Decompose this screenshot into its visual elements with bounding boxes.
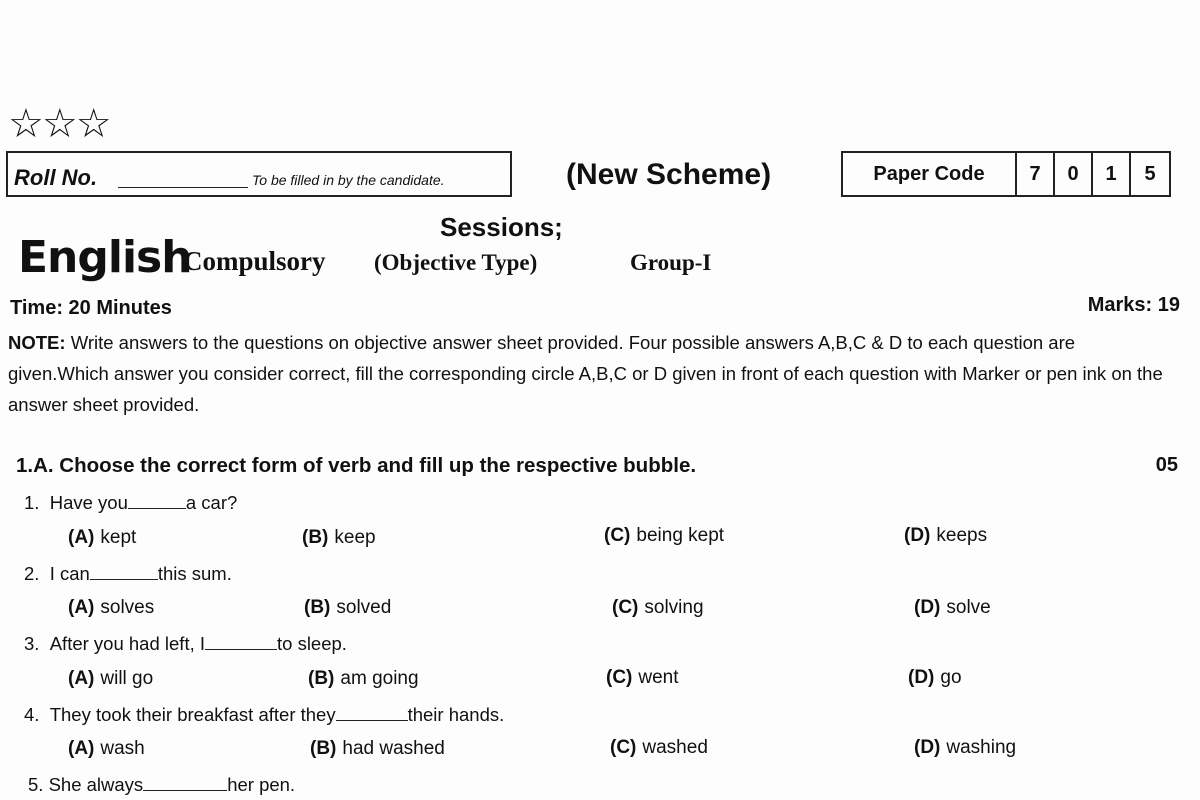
paper-type: (Objective Type) — [374, 250, 538, 275]
option-b — [304, 597, 391, 619]
option-text: go — [940, 667, 962, 688]
option-text: solved — [336, 597, 392, 618]
option-letter: (D) — [908, 667, 935, 688]
option-d — [908, 667, 962, 689]
option-text: keep — [334, 527, 376, 548]
option-c — [606, 667, 679, 689]
option-text: solve — [946, 597, 991, 618]
sessions-label: Sessions; — [440, 212, 563, 242]
question-5 — [28, 774, 295, 796]
option-letter: (B) — [302, 527, 329, 548]
answer-blank — [128, 494, 186, 509]
instructions-note — [8, 327, 1178, 420]
subject-title: English — [18, 232, 192, 283]
option-b — [310, 738, 445, 760]
option-letter: (B) — [304, 597, 331, 618]
question-number: 1. — [24, 492, 40, 513]
option-letter: (A) — [68, 738, 95, 759]
option-letter: (D) — [914, 597, 941, 618]
answer-blank — [205, 635, 277, 650]
answer-blank — [90, 565, 158, 580]
question-number: 4. — [24, 704, 40, 725]
note-text: Write answers to the questions on objective answer sheet provided. Four possible answers A,B,C & D to each question are given.Which answer you consider correct, fill the corresponding circle A,B,C or D given in front of each question with Marker or pen ink on the answer sheet provided. — [8, 332, 1163, 415]
option-a — [68, 527, 136, 549]
question-text-before: Have you — [49, 492, 128, 513]
question-number: 5. — [28, 774, 44, 795]
question-text-after: to sleep. — [277, 633, 347, 654]
paper-code-label: Paper Code — [843, 153, 1017, 195]
option-text: being kept — [636, 525, 725, 546]
option-text: solving — [644, 597, 704, 618]
option-letter: (B) — [308, 668, 335, 689]
question-4 — [24, 704, 504, 726]
option-letter: (D) — [914, 737, 941, 758]
option-letter: (C) — [604, 525, 631, 546]
option-letter: (C) — [612, 597, 639, 618]
option-text: am going — [340, 668, 419, 689]
paper-code-box — [841, 151, 1171, 197]
question-number: 3. — [24, 633, 40, 654]
stars-decoration: ☆☆☆ — [8, 101, 110, 147]
roll-number-note: To be filled in by the candidate. — [252, 172, 445, 188]
group-label: Group-I — [630, 250, 712, 275]
option-a — [68, 738, 145, 760]
option-text: kept — [100, 527, 137, 548]
roll-number-blank — [118, 187, 248, 188]
option-letter: (B) — [310, 738, 337, 759]
question-text-after: a car? — [185, 492, 238, 513]
option-d — [914, 737, 1016, 759]
option-letter: (C) — [606, 667, 633, 688]
roll-number-label: Roll No. — [14, 165, 98, 190]
question-text-before: She always — [48, 774, 144, 795]
option-a — [68, 597, 154, 619]
question-text-after: her pen. — [227, 774, 296, 795]
time-allowed: Time: 20 Minutes — [10, 297, 172, 319]
option-c — [610, 737, 708, 759]
option-d — [914, 597, 991, 619]
option-d — [904, 525, 987, 547]
option-letter: (A) — [68, 597, 95, 618]
option-text: went — [638, 667, 679, 688]
option-a — [68, 668, 153, 690]
option-text: will go — [100, 668, 154, 689]
answer-blank — [143, 776, 227, 791]
question-text-before: I can — [49, 563, 90, 584]
option-letter: (A) — [68, 668, 95, 689]
scheme-label: (New Scheme) — [566, 158, 772, 191]
option-text: keeps — [936, 525, 988, 546]
option-text: solves — [100, 597, 155, 618]
section-marks: 05 — [1155, 454, 1178, 476]
option-text: washed — [642, 737, 708, 758]
total-marks: Marks: 19 — [1087, 294, 1180, 316]
option-text: wash — [100, 738, 145, 759]
section-title: 1.A. Choose the correct form of verb and fill up the respective bubble. — [16, 454, 697, 477]
paper-code-digit: 5 — [1144, 162, 1156, 185]
question-1 — [24, 492, 237, 514]
option-letter: (A) — [68, 527, 95, 548]
option-b — [302, 527, 376, 549]
option-text: had washed — [342, 738, 445, 759]
question-text-after: their hands. — [407, 704, 505, 725]
option-c — [604, 525, 724, 547]
option-c — [612, 597, 704, 619]
option-letter: (D) — [904, 525, 931, 546]
option-text: washing — [946, 737, 1017, 758]
note-label: NOTE: — [8, 332, 66, 353]
paper-code-digit: 1 — [1093, 153, 1131, 195]
question-number: 2. — [24, 563, 40, 584]
answer-blank — [336, 706, 408, 721]
subject-compulsory: Compulsory — [183, 246, 326, 276]
question-text-before: They took their breakfast after they — [49, 704, 336, 725]
paper-code-digit: 7 — [1017, 153, 1055, 195]
question-text-before: After you had left, I — [49, 633, 205, 654]
question-text-after: this sum. — [157, 563, 232, 584]
question-2 — [24, 563, 232, 585]
question-3 — [24, 633, 347, 655]
option-letter: (C) — [610, 737, 637, 758]
option-b — [308, 668, 419, 690]
paper-code-digit: 0 — [1055, 153, 1093, 195]
